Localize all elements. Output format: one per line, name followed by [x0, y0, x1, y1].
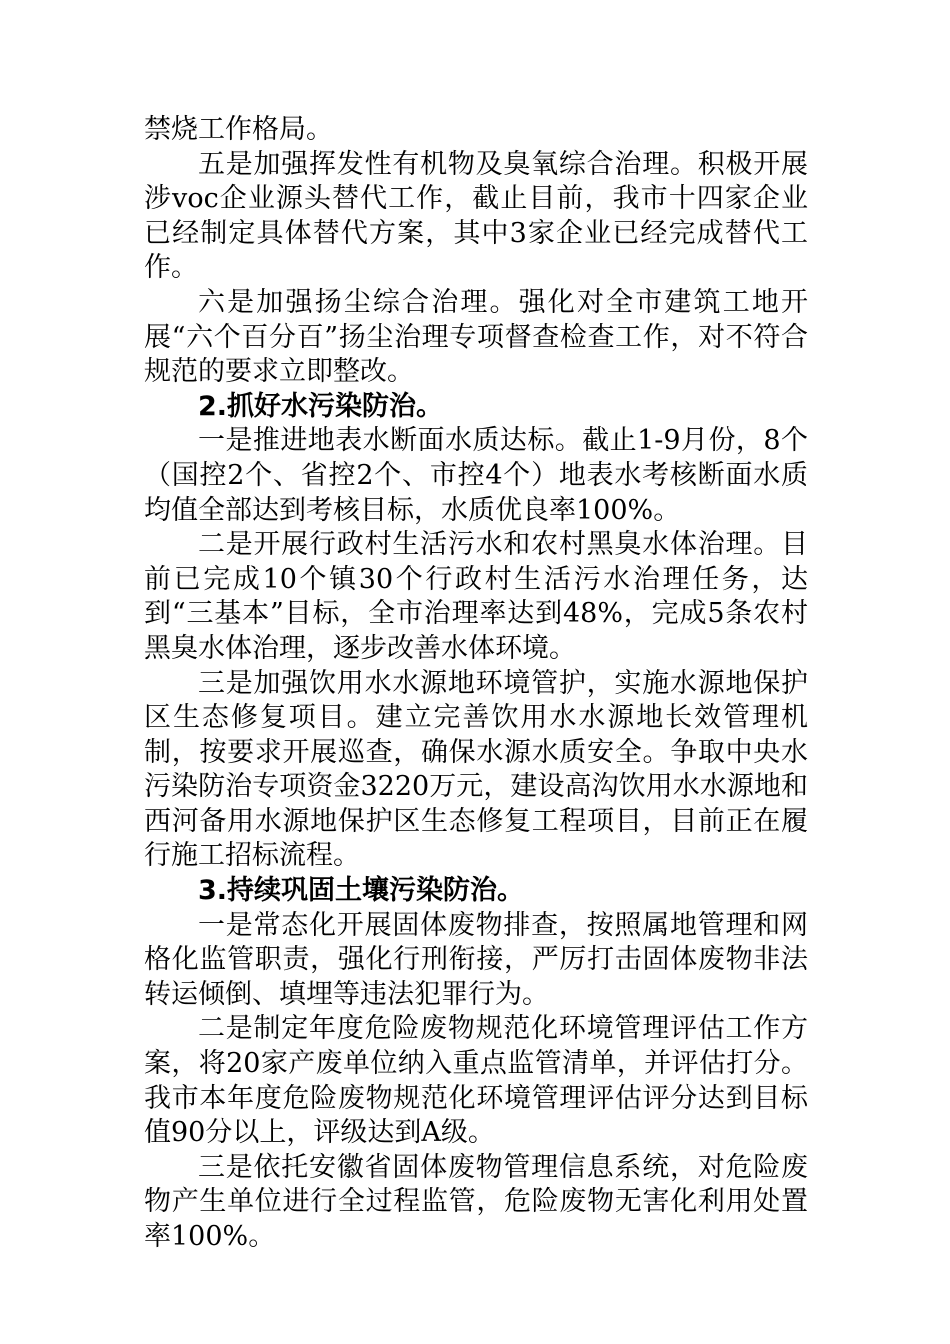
paragraph-hazardous-waste-system: 三是依托安徽省固体废物管理信息系统，对危险废物产生单位进行全过程监管，危险废物无害化利用处置率100%。 [144, 1151, 808, 1252]
paragraph-hazardous-waste-plan: 二是制定年度危险废物规范化环境管理评估工作方案，将20家产废单位纳入重点监管清单，并评估打分。我市本年度危险废物规范化环境管理评估评分达到目标值90分以上，评级达到A级。 [144, 1013, 808, 1149]
paragraph-solid-waste: 一是常态化开展固体废物排查，按照属地管理和网格化监管职责，强化行刑衔接，严厉打击固体废物非法转运倾倒、填埋等违法犯罪行为。 [144, 909, 808, 1010]
paragraph-dust-treatment: 六是加强扬尘综合治理。强化对全市建筑工地开展“六个百分百”扬尘治理专项督查检查工作，对不符合规范的要求立即整改。 [144, 286, 808, 388]
paragraph-continuation: 禁烧工作格局。 [144, 114, 333, 145]
section-heading-soil: 3.持续巩固土壤污染防治。 [198, 875, 525, 907]
section-heading-water: 2.抓好水污染防治。 [198, 390, 444, 422]
paragraph-drinking-water: 三是加强饮用水水源地环境管护，实施水源地保护区生态修复项目。建立完善饮用水水源地长效管理机制，按要求开展巡查，确保水源水质安全。争取中央水污染防治专项资金3220万元，建设高沟饮用水水源地和西河备用水源地保护区生态修复工程项目，目前正在履行施工招标流程。 [144, 667, 808, 872]
document-body [144, 113, 808, 1255]
paragraph-voc-treatment: 五是加强挥发性有机物及臭氧综合治理。积极开展涉voc企业源头替代工作，截止目前，我市十四家企业已经制定具体替代方案，其中3家企业已经完成替代工作。 [144, 148, 808, 284]
paragraph-rural-sewage: 二是开展行政村生活污水和农村黑臭水体治理。目前已完成10个镇30个行政村生活污水治理任务，达到“三基本”目标，全市治理率达到48%，完成5条农村黑臭水体治理，逐步改善水体环境。 [144, 529, 808, 664]
paragraph-surface-water: 一是推进地表水断面水质达标。截止1-9月份，8个（国控2个、省控2个、市控4个）地表水考核断面水质均值全部达到考核目标，水质优良率100%。 [144, 425, 808, 526]
